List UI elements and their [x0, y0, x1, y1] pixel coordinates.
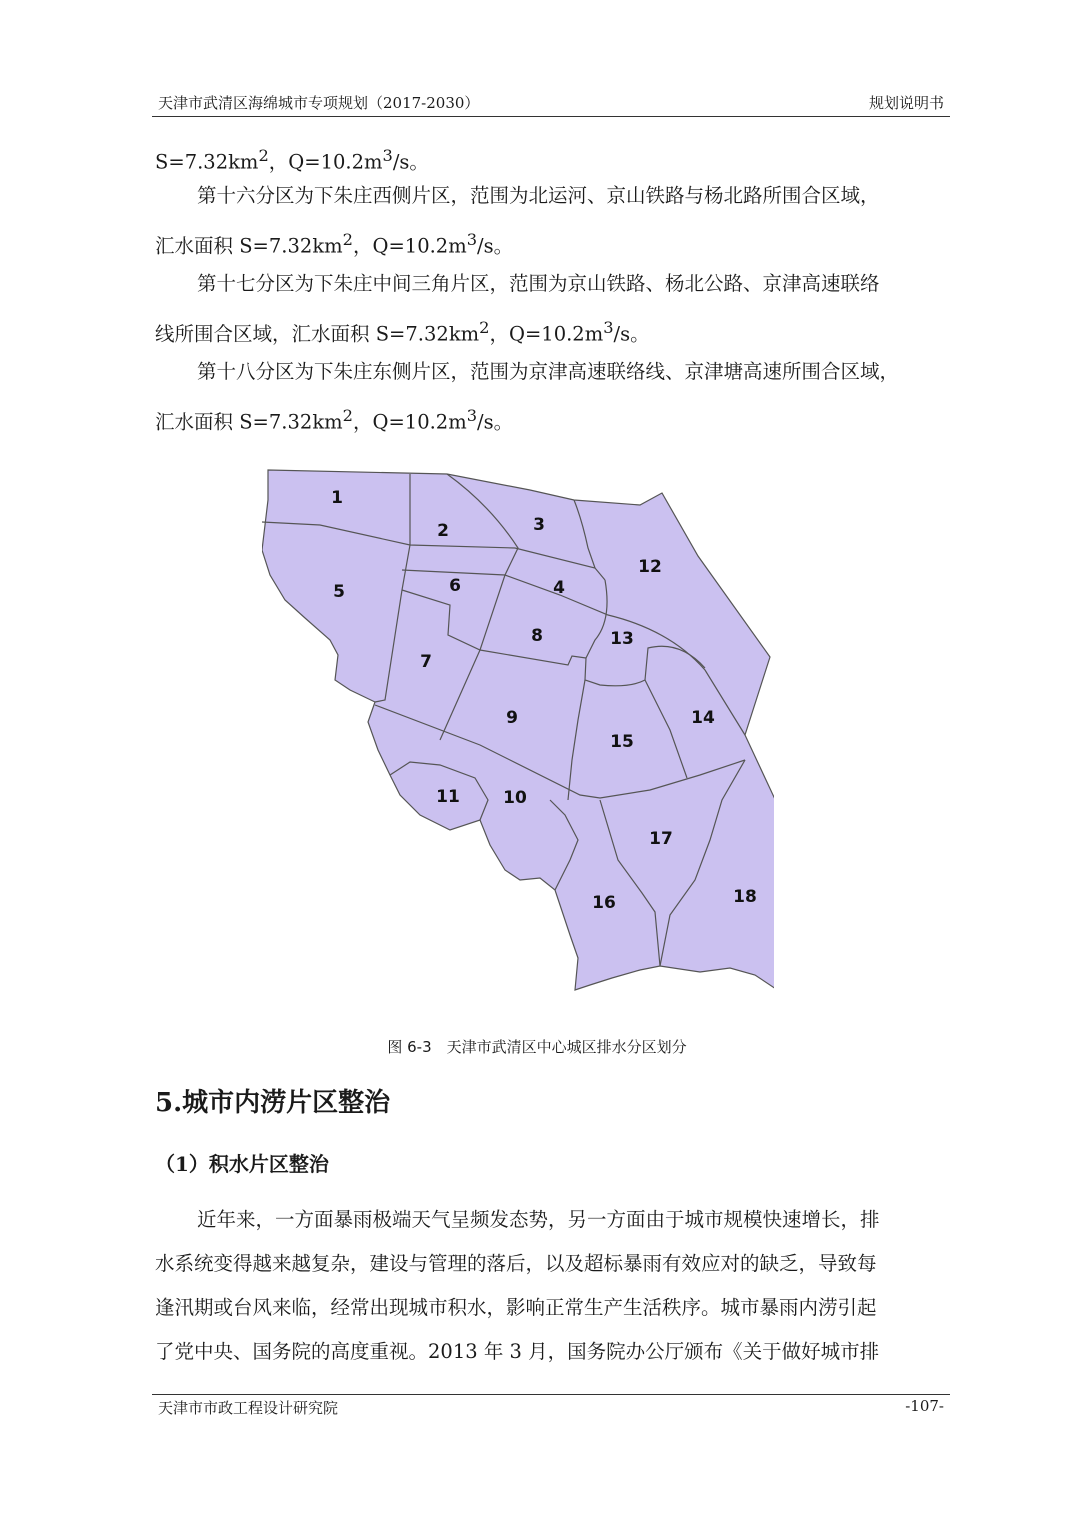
zone-label-1: 1	[331, 488, 343, 508]
zone-label-16: 16	[592, 893, 616, 913]
paragraph-zone-16: 第十六分区为下朱庄西侧片区，范围为北运河、京山铁路与杨北路所围合区域， 汇水面积 $S=7.32km^2$，$Q=10.2m^3/s$。	[155, 184, 880, 258]
zone-label-4: 4	[553, 578, 565, 598]
zone-label-3: 3	[533, 515, 545, 535]
zone-label-10: 10	[503, 788, 527, 808]
paragraph-zone-18: 第十八分区为下朱庄东侧片区，范围为京津高速联络线、京津塘高速所围合区域， 汇水面积 $S=7.32km^2$，$Q=10.2m^3/s$。	[155, 360, 900, 434]
paragraph-zone-17: 第十七分区为下朱庄中间三角片区，范围为京山铁路、杨北公路、京津高速联络 线所围合区域，汇水面积 $S=7.32km^2$，$Q=10.2m^3/s$。	[155, 272, 880, 346]
zone-label-18: 18	[733, 887, 757, 907]
zone-label-5: 5	[333, 582, 345, 602]
zone-label-12: 12	[638, 557, 662, 577]
footer-divider	[152, 1394, 950, 1395]
header-title: 天津市武清区海绵城市专项规划（2017-2030）	[158, 94, 480, 112]
page-number: -107-	[905, 1397, 944, 1415]
header-doc-type: 规划说明书	[868, 94, 944, 112]
paragraph-continuation: $S=7.32km^2$，$Q=10.2m^3/s$。	[155, 146, 429, 174]
section-title: 5.城市内涝片区整治	[155, 1088, 391, 1118]
zone-label-15: 15	[610, 732, 634, 752]
zone-label-6: 6	[449, 576, 461, 596]
zone-label-17: 17	[649, 829, 673, 849]
subsection-title: （1）积水片区整治	[155, 1152, 329, 1176]
zone-label-13: 13	[610, 629, 634, 649]
header-divider	[152, 116, 950, 117]
zone-label-9: 9	[506, 708, 518, 728]
zone-label-11: 11	[436, 787, 460, 807]
drainage-zone-map	[262, 466, 774, 1002]
figure-caption: 图 6-3 天津市武清区中心城区排水分区划分	[387, 1038, 687, 1056]
zone-label-2: 2	[437, 521, 449, 541]
footer-organization: 天津市市政工程设计研究院	[158, 1399, 339, 1417]
body-paragraph: 近年来，一方面暴雨极端天气呈频发态势，另一方面由于城市规模快速增长，排 水系统变得越来越复杂，建设与管理的落后，以及超标暴雨有效应对的缺乏，导致每 逢汛期或台风来临，经常出现城市积水，影响正常生产生活秩序。城市暴雨内涝引起 了党中央、国务院的高度重视。2013 年 3 月，国务院办公厅颁布《关于做好城市排	[155, 1208, 880, 1363]
zone-label-7: 7	[420, 652, 432, 672]
zone-label-8: 8	[531, 626, 543, 646]
zone-label-14: 14	[691, 708, 715, 728]
